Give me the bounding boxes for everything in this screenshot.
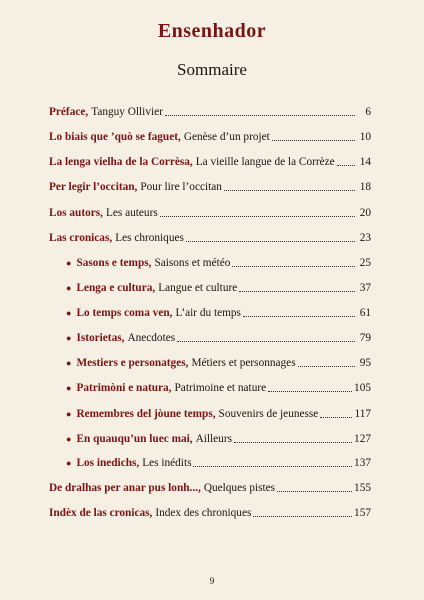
toc-entry: [49, 229, 371, 245]
toc-entry-french-title: Les auteurs: [105, 207, 158, 219]
toc-entry-occitan-title: Lo temps coma ven,: [76, 307, 173, 319]
toc-entry: [66, 304, 371, 320]
toc-entry-page-number: 25: [359, 257, 371, 269]
toc-entry-occitan-title: De dralhas per anar pus lonh...,: [49, 482, 201, 494]
dot-leader: [177, 331, 355, 342]
toc-entry: [66, 454, 371, 470]
dot-leader: [337, 155, 355, 166]
bullet-icon: ●: [66, 458, 72, 468]
toc-entry-french-title: Langue et culture: [158, 282, 238, 294]
dot-leader: [243, 306, 355, 317]
toc-entry-french-title: Patrimoine et nature: [174, 382, 267, 394]
dot-leader: [320, 407, 352, 418]
dot-leader: [277, 481, 352, 492]
toc-entry-page-number: 14: [359, 156, 371, 168]
toc-entry: [49, 153, 371, 169]
toc-entry-occitan-title: La lenga vielha de la Corrèsa,: [49, 156, 193, 168]
toc-entry: [66, 379, 371, 395]
toc-entry: [66, 405, 371, 421]
bullet-icon: ●: [66, 258, 72, 268]
toc-entry: [49, 128, 371, 144]
toc-entry: [49, 479, 371, 495]
toc-entry-french-title: Les inédits: [142, 457, 192, 469]
toc-entry-page-number: 20: [359, 207, 371, 219]
bullet-icon: ●: [66, 308, 72, 318]
toc-entry-french-title: Métiers et personnages: [191, 357, 296, 369]
toc-entry: [49, 504, 371, 520]
toc-entry-french-title: Quelques pistes: [203, 482, 276, 494]
dot-leader: [234, 432, 352, 443]
toc-entry-page-number: 23: [359, 232, 371, 244]
bullet-icon: ●: [66, 283, 72, 293]
toc-entry-occitan-title: En quauqu’un luec mai,: [76, 433, 193, 445]
toc-entry-occitan-title: Istorietas,: [76, 332, 125, 344]
dot-leader: [232, 256, 355, 267]
toc-entry-french-title: Pour lire l’occitan: [140, 181, 222, 193]
dot-leader: [268, 381, 352, 392]
toc-entry-french-title: Anecdotes: [127, 332, 176, 344]
toc-entry-page-number: 95: [359, 357, 371, 369]
toc-entry-page-number: 79: [359, 332, 371, 344]
toc-entry-french-title: Tanguy Ollivier: [91, 106, 163, 118]
dot-leader: [224, 180, 355, 191]
toc-entry-occitan-title: Lo biais que ’quò se faguet,: [49, 131, 181, 143]
dot-leader: [239, 281, 355, 292]
toc-entry-page-number: 157: [354, 507, 371, 519]
toc-entry: [49, 204, 371, 220]
page-subtitle: Sommaire: [177, 60, 247, 79]
toc-entry-occitan-title: Préface,: [49, 106, 89, 118]
dot-leader: [186, 231, 355, 242]
toc-entry-page-number: 61: [359, 307, 371, 319]
toc-entry-occitan-title: Lenga e cultura,: [76, 282, 156, 294]
toc-entry-occitan-title: Remembres del jòune temps,: [76, 408, 216, 420]
toc-entry-french-title: Genèse d’un projet: [183, 131, 270, 143]
toc-entry-page-number: 117: [354, 408, 371, 420]
toc-entry-french-title: Saisons et météo: [154, 257, 231, 269]
toc-entry-occitan-title: Indèx de las cronicas,: [49, 507, 153, 519]
toc-entry: [66, 279, 371, 295]
toc-entry: [66, 254, 371, 270]
dot-leader: [253, 506, 352, 517]
toc-entry-page-number: 18: [359, 181, 371, 193]
toc-entry-page-number: 137: [354, 457, 371, 469]
toc-entry-page-number: 127: [354, 433, 371, 445]
toc-entry-french-title: Ailleurs: [195, 433, 232, 445]
toc-entry-page-number: 155: [354, 482, 371, 494]
toc-entry-occitan-title: Los autors,: [49, 207, 103, 219]
bullet-icon: ●: [66, 358, 72, 368]
toc-entry-occitan-title: Sasons e temps,: [76, 257, 152, 269]
dot-leader: [160, 206, 355, 217]
toc-entry-occitan-title: Los inedichs,: [76, 457, 140, 469]
toc-entry: [49, 103, 371, 119]
toc-entry-page-number: 105: [354, 382, 371, 394]
toc-entry-french-title: Les chroniques: [115, 232, 184, 244]
toc-entry: [66, 354, 371, 370]
page-title: Ensenhador: [157, 20, 267, 42]
toc-entry-french-title: La vieille langue de la Corrèze: [195, 156, 335, 168]
bullet-icon: ●: [66, 409, 72, 419]
bullet-icon: ●: [66, 333, 72, 343]
toc-entry-page-number: 10: [359, 131, 371, 143]
bullet-icon: ●: [66, 434, 72, 444]
page-number: 9: [209, 576, 215, 586]
toc-entry-occitan-title: Las cronicas,: [49, 232, 113, 244]
toc-entry-page-number: 6: [365, 106, 371, 118]
dot-leader: [298, 356, 355, 367]
toc-entry-occitan-title: Per legir l’occitan,: [49, 181, 138, 193]
dot-leader: [165, 105, 355, 116]
toc-entry: [66, 430, 371, 446]
toc-entry: [49, 178, 371, 194]
dot-leader: [193, 456, 352, 467]
toc-entry-page-number: 37: [359, 282, 371, 294]
toc-entry-occitan-title: Patrimòni e natura,: [76, 382, 172, 394]
toc-entry: [66, 329, 371, 345]
toc-entry-occitan-title: Mestiers e personatges,: [76, 357, 189, 369]
bullet-icon: ●: [66, 383, 72, 393]
dot-leader: [272, 130, 355, 141]
toc-entry-french-title: Index des chroniques: [155, 507, 252, 519]
toc-entry-french-title: L’air du temps: [175, 307, 241, 319]
toc-entry-french-title: Souvenirs de jeunesse: [218, 408, 319, 420]
